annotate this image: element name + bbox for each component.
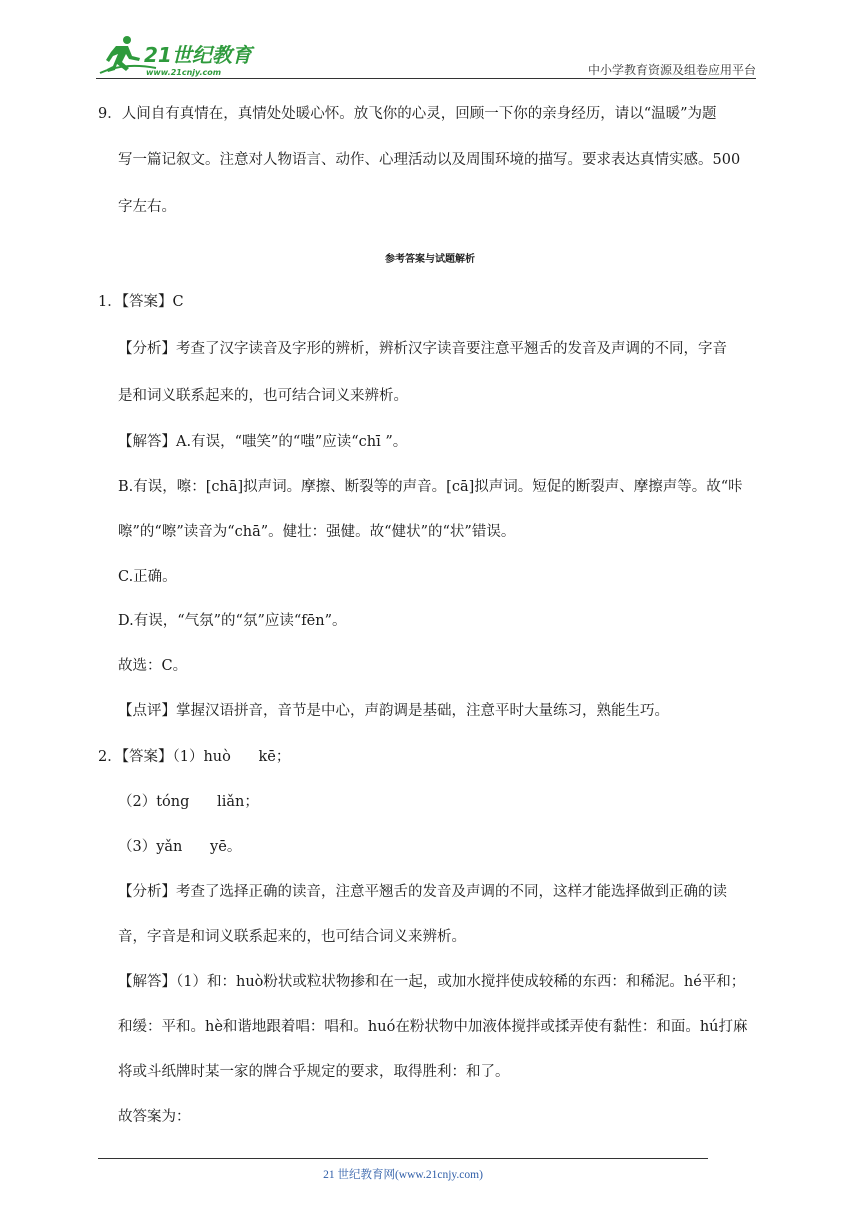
answer-1-heading: 1．【答案】C (98, 294, 184, 310)
answer-2-analysis-line-1: 【分析】考查了选择正确的读音，注意平翘舌的发音及声调的不同，这样才能选择做到正确的读 (118, 884, 727, 900)
question-9-line-1: 9．人间自有真情在，真情处处暖心怀。放飞你的心灵，回顾一下你的亲身经历，请以“温暖”为题 (98, 106, 717, 122)
page-footer (98, 1158, 708, 1182)
header-divider (96, 78, 756, 79)
answer-1-solution-a: 【解答】A.有误，“嗤笑”的“嗤”应读“chī ”。 (118, 434, 408, 450)
answer-1-analysis-line-2: 是和词义联系起来的，也可结合词义来辨析。 (118, 388, 408, 404)
answer-2-heading: 2．【答案】（1）huò kē； (98, 749, 291, 765)
site-name: 中小学教育资源及组卷应用平台 (587, 63, 756, 77)
logo-21cnjy (96, 32, 276, 78)
answer-2-solution-line-3: 将或斗纸牌时某一家的牌合乎规定的要求，取得胜利：和了。 (118, 1064, 510, 1080)
logo-url: www.21cnjy.com (146, 68, 222, 77)
answer-1-choice: 故选：C。 (118, 658, 188, 674)
page-header (96, 28, 756, 80)
footer-divider (98, 1158, 708, 1159)
answer-2-answer-label: 故答案为： (118, 1109, 191, 1125)
answer-2-analysis-line-2: 音，字音是和词义联系起来的，也可结合词义来辨析。 (118, 929, 466, 945)
answer-1-analysis-line-1: 【分析】考查了汉字读音及字形的辨析，辨析汉字读音要注意平翘舌的发音及声调的不同，字音 (118, 341, 727, 357)
answer-2-part-2: （2）tóng liǎn； (118, 794, 259, 810)
question-9-line-3: 字左右。 (118, 199, 176, 215)
question-9-line-2: 写一篇记叙文。注意对人物语言、动作、心理活动以及周围环境的描写。要求表达真情实感。500 (118, 152, 741, 168)
answer-1-solution-c: C.正确。 (118, 569, 177, 585)
answer-1-comment: 【点评】掌握汉语拼音，音节是中心，声韵调是基础，注意平时大量练习，熟能生巧。 (118, 703, 669, 719)
answer-2-solution-line-1: 【解答】（1）和：huò粉状或粒状物掺和在一起，或加水搅拌使成较稀的东西：和稀泥。hé平和； (118, 974, 746, 990)
answer-1-solution-d: D.有误，“气氛”的“氛”应读“fēn”。 (118, 613, 347, 629)
answer-2-part-3: （3）yǎn yē。 (118, 839, 242, 855)
answer-1-solution-b-line-1: B.有误，嚓：[chā]拟声词。摩擦、断裂等的声音。[cā]拟声词。短促的断裂声、摩擦声等。故“咔 (118, 479, 743, 495)
answer-section-title: 参考答案与试题解析 (385, 254, 475, 265)
answer-2-solution-line-2: 和缓：平和。hè和谐地跟着唱：唱和。huó在粉状物中加液体搅拌或揉弄使有黏性：和面。hú打麻 (118, 1019, 748, 1035)
answer-1-solution-b-line-2: 嚓”的“嚓”读音为“chā”。健壮：强健。故“健状”的“状”错误。 (118, 524, 516, 540)
logo-title: 21世纪教育 (144, 43, 252, 67)
footer-site-link[interactable]: 21 世纪教育网(www.21cnjy.com) (323, 1169, 483, 1181)
